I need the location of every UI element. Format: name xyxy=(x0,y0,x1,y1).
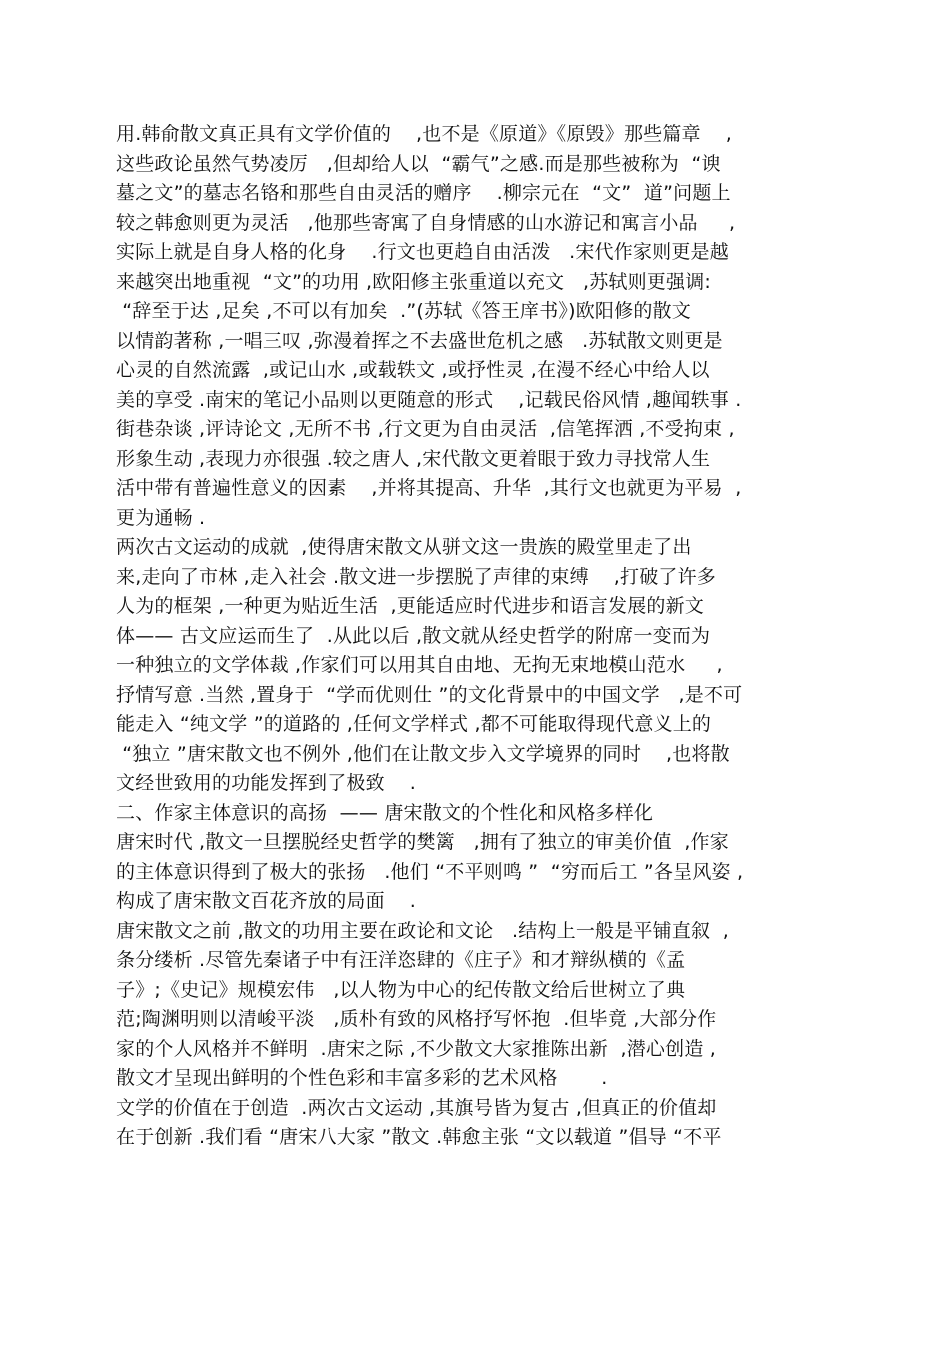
text-line: 心灵的自然流露 ,或记山水 ,或载轶文 ,或抒性灵 ,在漫不经心中给人以 xyxy=(116,359,710,381)
text-line: 散文才呈现出鲜明的个性色彩和丰富多彩的艺术风格 . xyxy=(116,1067,608,1089)
text-line: 文经世致用的功能发挥到了极致 . xyxy=(116,772,416,794)
text-line: 用.韩俞散文真正具有文学价值的 ,也不是《原道》《原毁》那些篇章 , xyxy=(116,123,732,145)
text-line: 家的个人风格并不鲜明 .唐宋之际 ,不少散文大家推陈出新 ,潜心创造 , xyxy=(116,1037,716,1060)
document-body xyxy=(116,120,846,1153)
text-line: 墓之文”的墓志名铬和那些自由灵活的赠序 .柳宗元在 “文” 道”问题上 xyxy=(116,182,731,204)
text-line: 范;陶渊明则以清峻平淡 ,质朴有致的风格抒写怀抱 .但毕竟 ,大部分作 xyxy=(116,1008,717,1030)
text-line: 形象生动 ,表现力亦很强 .较之唐人 ,宋代散文更着眼于致力寻找常人生 xyxy=(116,447,711,470)
text-line: “独立 ”唐宋散文也不例外 ,他们在让散文步入文学境界的同时 ,也将散 xyxy=(116,742,730,765)
text-line: 抒情写意 .当然 ,置身于 “学而优则仕 ”的文化背景中的中国文学 ,是不可 xyxy=(116,683,743,706)
text-line: 唐宋时代 ,散文一旦摆脱经史哲学的樊篱 ,拥有了独立的审美价值 ,作家 xyxy=(116,831,729,853)
text-line: 来,走向了市林 ,走入社会 .散文进一步摆脱了声律的束缚 ,打破了许多 xyxy=(116,565,716,588)
text-line: 实际上就是自身人格的化身 .行文也更趋自由活泼 .宋代作家则更是越 xyxy=(116,241,729,263)
text-line: 能走入 “纯文学 ”的道路的 ,任何文学样式 ,都不可能取得现代意义上的 xyxy=(116,713,712,735)
text-line: 更为通畅 . xyxy=(116,506,206,529)
text-line: 条分缕析 .尽管先秦诸子中有汪洋恣肆的《庄子》和才辩纵横的《孟 xyxy=(116,949,686,971)
text-line: 两次古文运动的成就 ,使得唐宋散文从骈文这一贵族的殿堂里走了出 xyxy=(116,536,692,558)
text-line: 街巷杂谈 ,评诗论文 ,无所不书 ,行文更为自由灵活 ,信笔挥洒 ,不受拘束 , xyxy=(116,418,735,440)
text-line: 活中带有普遍性意义的因素 ,并将其提高、升华 ,其行文也就更为平易 , xyxy=(116,477,742,499)
text-line: 唐宋散文之前 ,散文的功用主要在政论和文论 .结构上一般是平铺直叙 , xyxy=(116,919,729,942)
text-line: 美的享受 .南宋的笔记小品则以更随意的形式 ,记载民俗风情 ,趣闻轶事 . xyxy=(116,388,742,411)
text-line: 构成了唐宋散文百花齐放的局面 . xyxy=(116,890,416,912)
text-line: 体—— 古文应运而生了 .从此以后 ,散文就从经史哲学的附席一变而为 xyxy=(116,624,711,647)
text-line: 子》;《史记》规模宏伟 ,以人物为中心的纪传散文给后世树立了典 xyxy=(116,978,686,1001)
text-line: 文学的价值在于创造 .两次古文运动 ,其旗号皆为复古 ,但真正的价值却 xyxy=(116,1096,717,1119)
text-line: 较之韩愈则更为灵活 ,他那些寄寓了自身情感的山水游记和寓言小品 , xyxy=(116,211,736,234)
text-line: 以情韵著称 ,一唱三叹 ,弥漫着挥之不去盛世危机之感 .苏轼散文则更是 xyxy=(116,329,723,352)
text-line: 这些政论虽然气势凌厉 ,但却给人以 “霸气”之感.而是那些被称为 “谀 xyxy=(116,152,721,175)
section-heading: 二、作家主体意识的高扬 —— 唐宋散文的个性化和风格多样化 xyxy=(116,801,654,824)
text-line: “辞至于达 ,足矣 ,不可以有加矣 .”(苏轼《答王庠书》)欧阳修的散文 xyxy=(116,300,691,322)
text-line: 一种独立的文学体裁 ,作家们可以用其自由地、无拘无束地模山范水 , xyxy=(116,654,723,676)
text-line: 的主体意识得到了极大的张扬 .他们 “不平则鸣 ” “穷而后工 ”各呈风姿 , xyxy=(116,860,744,883)
text-line: 人为的框架 ,一种更为贴近生活 ,更能适应时代进步和语言发展的新文 xyxy=(116,595,704,617)
text-line: 在于创新 .我们看 “唐宋八大家 ”散文 .韩愈主张 “文以载道 ”倡导 “不平 xyxy=(116,1126,722,1148)
text-line: 来越突出地重视 “文”的功用 ,欧阳修主张重道以充文 ,苏轼则更强调: xyxy=(116,270,712,293)
